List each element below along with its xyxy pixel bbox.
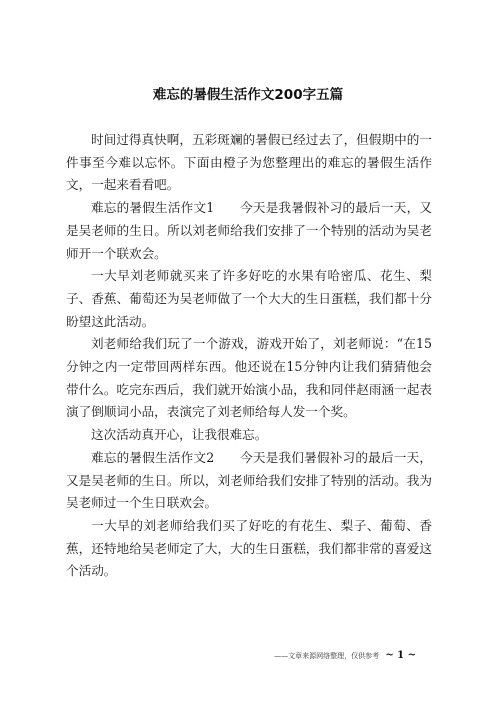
document-title: 难忘的暑假生活作文200字五篇 — [152, 87, 344, 103]
paragraph: 一大早刘老师就买来了许多好吃的水果有哈密瓜、花生、梨子、香蕉、葡萄还为吴老师做了一个大大的生日蛋糕，我们都十分盼望这此活动。 — [66, 268, 432, 329]
paragraph: 这次活动真开心，让我很难忘。 — [91, 427, 268, 443]
page-footer — [274, 650, 416, 662]
paragraph: 一大早的刘老师给我们买了好吃的有花生、梨子、葡萄、香蕉，还特地给吴老师定了大，大的生日蛋糕，我们都非常的喜爱这个活动。 — [66, 517, 432, 579]
document-body — [66, 129, 432, 583]
source-note: ——文章来源网络整理，仅供参考 — [274, 652, 380, 660]
paragraph: 难忘的暑假生活作文1 今天是我暑假补习的最后一天，又是吴老师的生日。所以刘老师给我们安排了一个特别的活动为吴老师开一个联欢会。 — [66, 200, 432, 261]
paragraph: 刘老师给我们玩了一个游戏，游戏开始了，刘老师说：“在15分钟之内一定带回两样东西。他还说在15分钟内让我们猜猜他会带什么。吃完东西后，我们就开始演小品，我和同伴赵雨涵一起表演了倒顺词小品，表演完了刘老师给每人发一个奖。 — [66, 336, 432, 420]
paragraph: 时间过得真快啊，五彩斑斓的暑假已经过去了，但假期中的一件事至今难以忘怀。下面由橙子为您整理出的难忘的暑假生活作文，一起来看看吧。 — [66, 132, 432, 193]
paragraph: 难忘的暑假生活作文2 今天是我们暑假补习的最后一天，又是吴老师的生日。所以，刘老师给我们安排了特别的活动。我为吴老师过一个生日联欢会。 — [66, 449, 432, 511]
page-number: ~ 1 ~ — [385, 650, 416, 661]
